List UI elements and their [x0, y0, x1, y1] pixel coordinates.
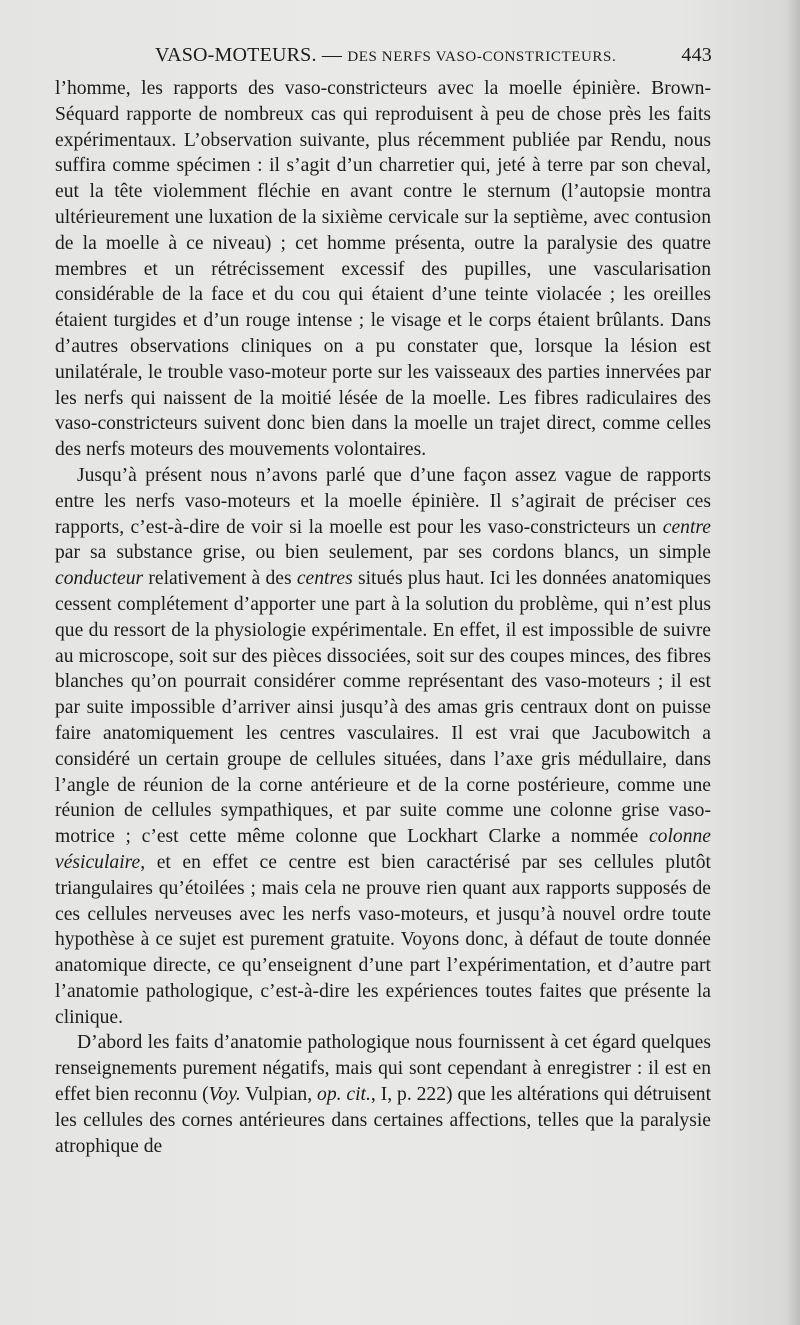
body-text	[55, 76, 711, 1159]
emphasis: op. cit.	[317, 1084, 371, 1106]
running-head-main: VASO-MOTEURS.	[155, 44, 317, 66]
page-edge-shadow	[786, 0, 800, 1325]
emphasis: conducteur	[55, 568, 144, 590]
emphasis: centre	[662, 516, 711, 538]
page-number: 443	[681, 44, 712, 66]
running-head-title	[155, 44, 616, 67]
paragraph-1: l’homme, les rapports des vaso-constricteurs avec la moelle épinière. Brown-Séquard rapporte de nombreux cas qui reproduisent à peu de chose près les faits expérimentaux. L’observation suivante, plus récemment publiée par Rendu, nous suffira comme spécimen : il s’agit d’un charretier qui, jeté à terre par son cheval, eut la tête violemment fléchie en avant contre le sternum (l’autopsie montra ultérieurement une luxation de la sixième cervicale sur la septième, avec contusion de la moelle à ce niveau) ; cet homme présenta, outre la paralysie des quatre membres et un rétrécissement excessif des pupilles, une vascularisation considérable de la face et du cou qui étaient d’une teinte violacée ; les oreilles étaient turgides et d’un rouge intense ; le visage et le corps étaient brûlants. Dans d’autres observations cliniques on a pu constater que, lorsque la lésion est unilatérale, le trouble vaso-moteur porte sur les vaisseaux des parties innervées par les nerfs qui naissent de la moitié lésée de la moelle. Les fibres radiculaires des vaso-constricteurs suivent donc bien dans la moelle un trajet direct, comme celles des nerfs moteurs des mouvements volontaires.	[55, 78, 711, 461]
running-head-sub: DES NERFS VASO-CONSTRICTEURS.	[347, 49, 617, 65]
emphasis: colonne vésiculaire	[55, 826, 711, 873]
running-head	[55, 44, 712, 74]
paragraph-2: Jusqu’à présent nous n’avons parlé que d’une façon assez vague de rapports entre les nerfs vaso-moteurs et la moelle épinière. Il s’agirait de préciser ces rapports, c’est-à-dire de voir si la moelle est pour les vaso-constricteurs un centre par sa substance grise, ou bien seulement, par ses cordons blancs, un simple conducteur relativement à des centres situés plus haut. Ici les données anatomiques cessent complétement d’apporter une part à la solution du problème, qui n’est plus que du ressort de la physiologie expérimentale. En effet, il est impossible de suivre au microscope, soit sur des pièces dissociées, soit sur des coupes minces, des fibres blanches qu’on pourrait considérer comme représentant des vaso-moteurs ; il est par suite impossible d’arriver ainsi jusqu’à des amas gris centraux dont on puisse faire anatomiquement les centres vasculaires. Il est vrai que Jacubowitch a considéré un certain groupe de cellules situées, dans l’axe gris médullaire, dans l’angle de réunion de la corne antérieure et de la corne postérieure, comme une réunion de cellules sympathiques, et par suite comme une colonne grise vaso-motrice ; c’est cette même colonne que Lockhart Clarke a nommée colonne vésiculaire, et en effet ce centre est bien caractérisé par ses cellules plutôt triangulaires qu’étoilées ; mais cela ne prouve rien quant aux rapports supposés de ces cellules nerveuses avec les nerfs vaso-moteurs, et jusqu’à nouvel ordre toute hypothèse à ce sujet est purement gratuite. Voyons donc, à défaut de toute donnée anatomique directe, ce qu’enseignent d’une part l’expérimentation, et d’autre part l’anatomie pathologique, c’est-à-dire les expériences toutes faites que présente la clinique.	[55, 464, 711, 1028]
emphasis: Voy.	[208, 1084, 241, 1106]
running-head-dash: —	[316, 44, 348, 66]
paragraph-3: D’abord les faits d’anatomie pathologique nous fournissent à cet égard quelques renseignements purement négatifs, mais qui sont cependant à enregistrer : il est en effet bien reconnu (Voy. Vulpian, op. cit., I, p. 222) que les altérations qui détruisent les cellules des cornes antérieures dans certaines affections, telles que la paralysie atrophique de	[55, 1032, 712, 1157]
emphasis: centres	[296, 568, 353, 590]
